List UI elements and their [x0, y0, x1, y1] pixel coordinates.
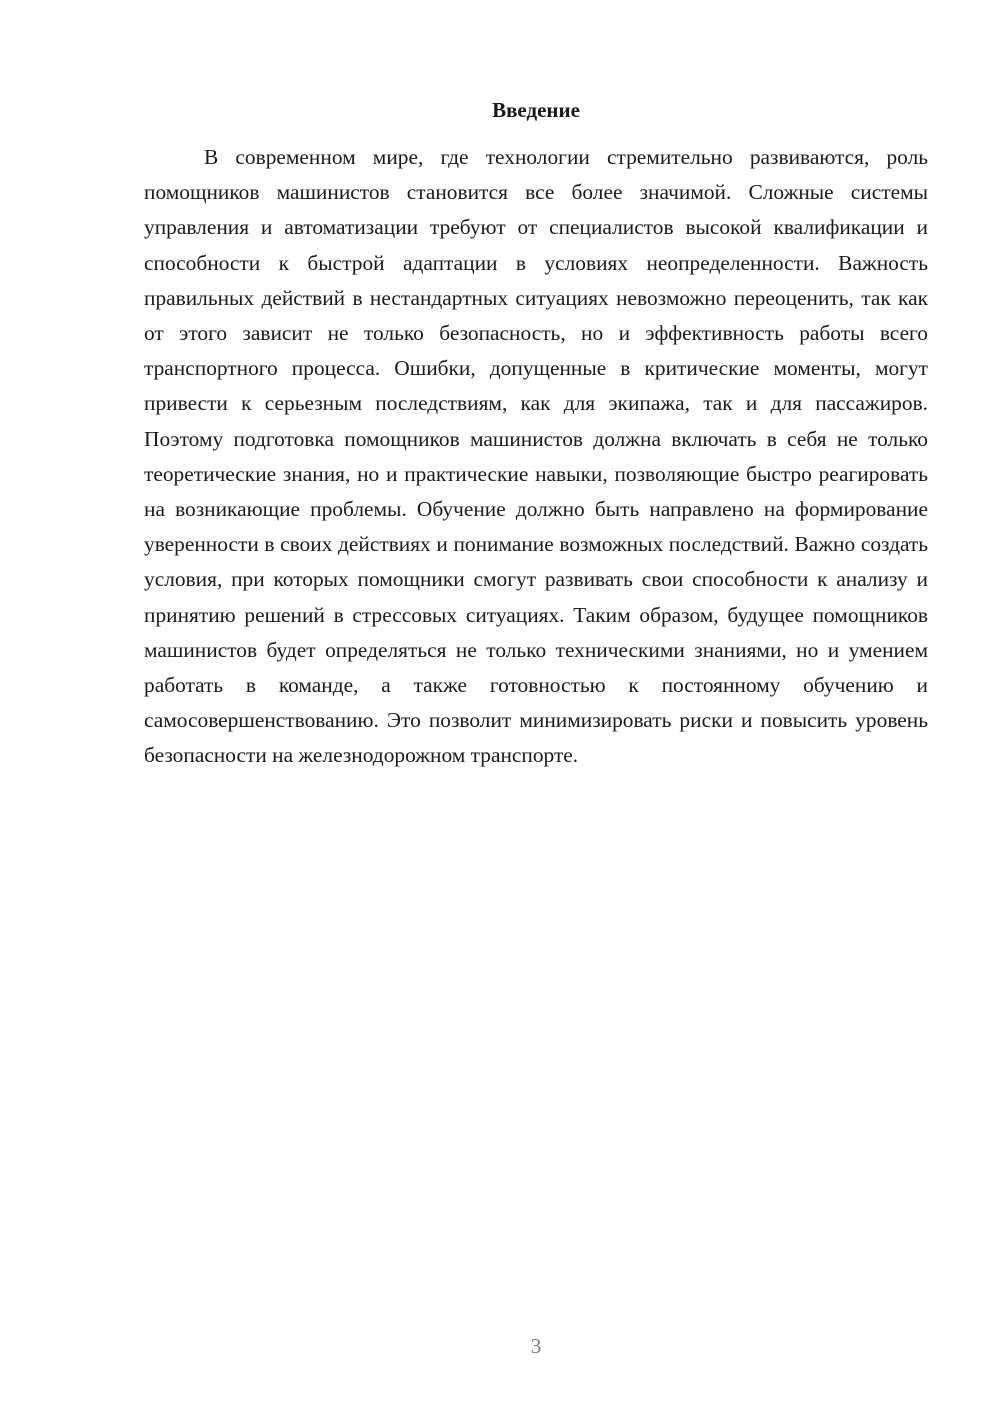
section-heading: Введение	[492, 98, 580, 122]
body-paragraph: В современном мире, где технологии стремительно развиваются, роль помощников машинистов становится все более значимой. Сложные системы управления и автоматизации требуют от специалистов высокой квалификации и способности к быстрой адаптации в условиях неопределенности. Важность правильных действий в нестандартных ситуациях невозможно переоценить, так как от этого зависит не только безопасность, но и эффективность работы всего транспортного процесса. Ошибки, допущенные в критические моменты, могут привести к серьезным последствиям, как для экипажа, так и для пассажиров. Поэтому подготовка помощников машинистов должна включать в себя не только теоретические знания, но и практические навыки, позволяющие быстро реагировать на возникающие проблемы. Обучение должно быть направлено на формирование уверенности в своих действиях и понимание возможных последствий. Важно создать условия, при которых помощники смогут развивать свои способности к анализу и принятию решений в стрессовых ситуациях. Таким образом, будущее помощников машинистов будет определяться не только техническими знаниями, но и умением работать в команде, а также готовностью к постоянному обучению и самосовершенствованию. Это позволит минимизировать риски и повысить уровень безопасности на железнодорожном транспорте.	[144, 145, 928, 768]
page-number: 3	[530, 1334, 542, 1358]
